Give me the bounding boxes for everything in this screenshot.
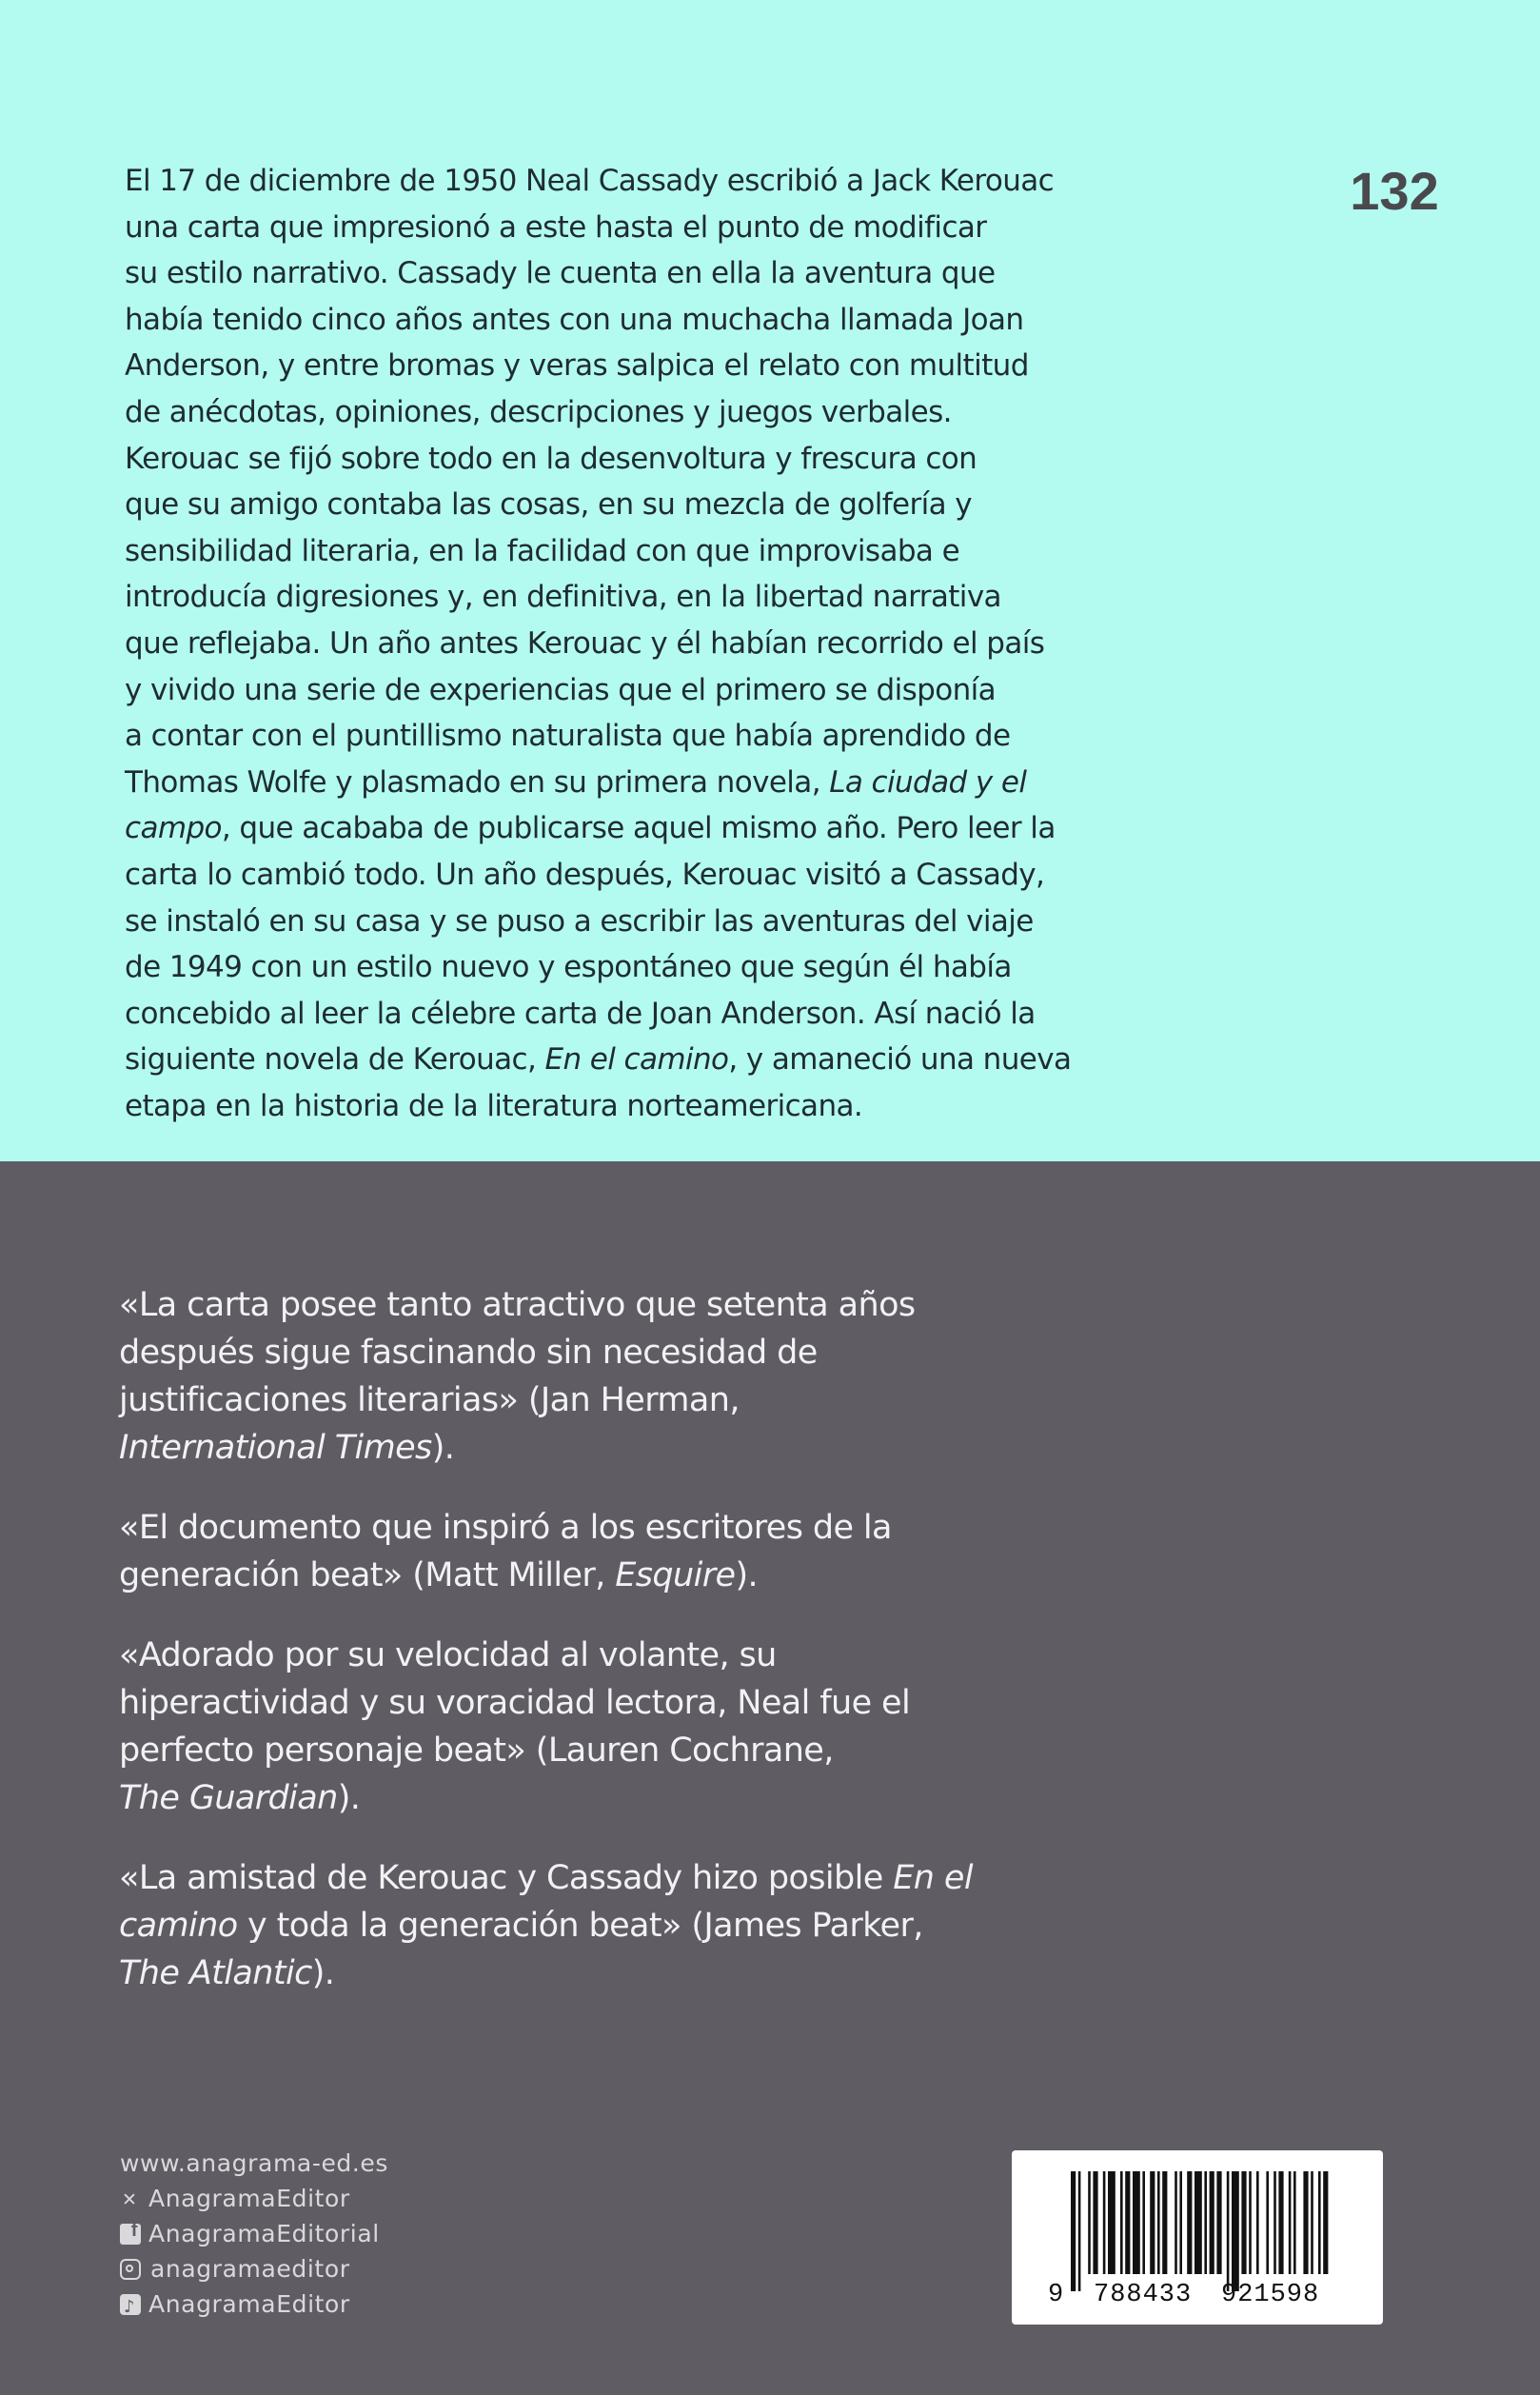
isbn-group-2: 921598 bbox=[1221, 2281, 1320, 2309]
text-line bbox=[125, 805, 1153, 852]
text-run: que reflejaba. Un año antes Kerouac y él habían recorrido el país bbox=[125, 625, 1045, 661]
barcode-bar bbox=[1303, 2171, 1308, 2274]
italic-title: La ciudad y el bbox=[829, 764, 1027, 800]
barcode-bar bbox=[1175, 2171, 1177, 2274]
italic-title: En el camino bbox=[544, 1042, 729, 1078]
text-line bbox=[125, 944, 1153, 991]
barcode-bar bbox=[1249, 2171, 1252, 2274]
barcode-bar bbox=[1103, 2171, 1106, 2274]
text-line bbox=[119, 1552, 1147, 1599]
italic-title: International Times bbox=[119, 1429, 432, 1467]
text-run: ). bbox=[735, 1556, 759, 1594]
text-run: perfecto personaje beat» (Lauren Cochrane, bbox=[119, 1732, 834, 1770]
barcode-bar bbox=[1150, 2171, 1155, 2274]
text-run: generación beat» (Matt Miller, bbox=[119, 1556, 616, 1594]
x-account[interactable] bbox=[120, 2181, 388, 2216]
text-run: «Adorado por su velocidad al volante, su bbox=[119, 1636, 777, 1674]
barcode-bar bbox=[1093, 2171, 1097, 2274]
press-quote bbox=[119, 1504, 1147, 1599]
isbn-group-1: 788433 bbox=[1094, 2281, 1193, 2309]
barcode-bar bbox=[1120, 2171, 1123, 2274]
text-run: a contar con el puntillismo naturalista que había aprendido de bbox=[125, 719, 1011, 754]
text-line bbox=[125, 250, 1153, 297]
text-line bbox=[125, 667, 1153, 714]
isbn-first-digit: 9 bbox=[1048, 2281, 1064, 2309]
press-quote bbox=[119, 1632, 1147, 1822]
facebook-account[interactable] bbox=[120, 2216, 388, 2251]
series-number: 132 bbox=[1350, 161, 1439, 221]
barcode-bar bbox=[1078, 2171, 1081, 2291]
text-run: El 17 de diciembre de 1950 Neal Cassady escribió a Jack Kerouac bbox=[125, 164, 1055, 198]
text-line bbox=[119, 1950, 1147, 1997]
isbn-barcode bbox=[1012, 2150, 1383, 2325]
instagram-account[interactable] bbox=[120, 2251, 388, 2286]
italic-title: camino bbox=[119, 1907, 238, 1945]
publisher-contacts bbox=[120, 2146, 388, 2322]
tiktok-account[interactable] bbox=[120, 2286, 388, 2322]
text-line bbox=[125, 1083, 1153, 1130]
barcode-bar bbox=[1289, 2171, 1292, 2274]
barcode-bar bbox=[1232, 2171, 1239, 2291]
facebook-icon bbox=[120, 2224, 141, 2245]
text-run: había tenido cinco años antes con una muchacha llamada Joan bbox=[125, 302, 1024, 337]
text-run: Thomas Wolfe y plasmado en su primera novela, bbox=[125, 764, 830, 800]
text-run: , que acababa de publicarse aquel mismo año. Pero leer la bbox=[221, 811, 1056, 846]
text-run: , y amaneció una nueva bbox=[728, 1042, 1072, 1078]
x-handle[interactable]: AnagramaEditor bbox=[148, 2185, 350, 2212]
text-line bbox=[125, 528, 1153, 575]
barcode-bar bbox=[1318, 2171, 1321, 2274]
website-text[interactable]: www.anagrama-ed.es bbox=[120, 2149, 389, 2177]
barcode-bar bbox=[1241, 2171, 1246, 2274]
text-line bbox=[125, 436, 1153, 483]
text-run: etapa en la historia de la literatura norteamericana. bbox=[125, 1088, 863, 1123]
barcode-bar bbox=[1142, 2171, 1145, 2274]
press-quote bbox=[119, 1854, 1147, 1997]
text-run: siguiente novela de Kerouac, bbox=[125, 1042, 545, 1078]
barcode-graphic bbox=[1012, 2150, 1383, 2325]
text-line bbox=[125, 621, 1153, 667]
barcode-bar bbox=[1162, 2171, 1167, 2274]
italic-title: The Guardian bbox=[119, 1779, 338, 1817]
barcode-bar bbox=[1216, 2171, 1221, 2274]
text-line bbox=[125, 760, 1153, 806]
italic-title: Esquire bbox=[615, 1556, 736, 1594]
barcode-bar bbox=[1256, 2171, 1259, 2274]
text-run: su estilo narrativo. Cassady le cuenta en ella la aventura que bbox=[125, 256, 996, 291]
barcode-bar bbox=[1108, 2171, 1116, 2274]
text-line bbox=[119, 1424, 1147, 1472]
barcode-bar bbox=[1323, 2171, 1328, 2274]
text-run: ). bbox=[337, 1779, 361, 1817]
text-run: Anderson, y entre bromas y veras salpica el relato con multitud bbox=[125, 348, 1029, 384]
text-run: una carta que impresionó a este hasta el punto de modificar bbox=[125, 209, 987, 245]
barcode-bar bbox=[1204, 2171, 1207, 2274]
barcode-bar bbox=[1179, 2171, 1182, 2274]
text-line bbox=[119, 1854, 1147, 1902]
text-line bbox=[125, 389, 1153, 436]
italic-title: The Atlantic bbox=[119, 1954, 312, 1992]
text-line bbox=[125, 852, 1153, 899]
barcode-bar bbox=[1227, 2171, 1230, 2291]
barcode-bar bbox=[1278, 2171, 1283, 2274]
text-line bbox=[125, 574, 1153, 621]
text-line bbox=[125, 158, 1153, 205]
barcode-bar bbox=[1157, 2171, 1160, 2274]
text-line bbox=[119, 1329, 1147, 1376]
text-run: sensibilidad literaria, en la facilidad con que improvisaba e bbox=[125, 533, 960, 568]
text-line bbox=[119, 1632, 1147, 1679]
website-link[interactable] bbox=[120, 2146, 388, 2181]
italic-title: En el bbox=[893, 1859, 973, 1897]
barcode-bar bbox=[1266, 2171, 1269, 2274]
text-line bbox=[125, 482, 1153, 528]
text-run: Kerouac se fijó sobre todo en la desenvoltura y frescura con bbox=[125, 441, 977, 476]
text-line bbox=[119, 1902, 1147, 1950]
text-line bbox=[119, 1376, 1147, 1424]
text-run: «La carta posee tanto atractivo que setenta años bbox=[119, 1286, 916, 1324]
text-line bbox=[119, 1727, 1147, 1774]
text-run: hiperactividad y su voracidad lectora, Neal fue el bbox=[119, 1684, 911, 1722]
italic-title: campo bbox=[125, 811, 222, 846]
text-line bbox=[125, 297, 1153, 344]
text-line bbox=[119, 1281, 1147, 1329]
text-line bbox=[125, 991, 1153, 1038]
barcode-bars bbox=[1071, 2171, 1328, 2291]
text-line bbox=[125, 713, 1153, 760]
text-run: introducía digresiones y, en definitiva, en la libertad narrativa bbox=[125, 580, 1001, 615]
text-run: «La amistad de Kerouac y Cassady hizo posible bbox=[119, 1859, 894, 1897]
barcode-bar bbox=[1293, 2171, 1296, 2274]
instagram-handle[interactable]: anagramaeditor bbox=[150, 2255, 350, 2283]
text-run: se instaló en su casa y se puso a escribir las aventuras del viaje bbox=[125, 903, 1034, 939]
press-quote bbox=[119, 1281, 1147, 1472]
text-run: de 1949 con un estilo nuevo y espontáneo que según él había bbox=[125, 950, 1012, 985]
text-run: ). bbox=[311, 1954, 335, 1992]
text-line bbox=[125, 1037, 1153, 1083]
text-line bbox=[125, 205, 1153, 251]
barcode-bar bbox=[1071, 2171, 1076, 2291]
instagram-icon bbox=[120, 2259, 141, 2280]
x-icon bbox=[120, 2188, 141, 2209]
text-line bbox=[125, 343, 1153, 389]
text-run: carta lo cambió todo. Un año después, Kerouac visitó a Cassady, bbox=[125, 857, 1045, 892]
press-quotes bbox=[119, 1281, 1147, 2029]
barcode-bar bbox=[1194, 2171, 1202, 2274]
text-run: que su amigo contaba las cosas, en su mezcla de golfería y bbox=[125, 487, 973, 523]
text-line bbox=[119, 1504, 1147, 1552]
synopsis-text bbox=[125, 158, 1153, 1129]
barcode-bar bbox=[1133, 2171, 1140, 2274]
facebook-handle[interactable]: AnagramaEditorial bbox=[148, 2220, 380, 2247]
barcode-bar bbox=[1088, 2171, 1091, 2274]
barcode-bar bbox=[1125, 2171, 1130, 2274]
barcode-bar bbox=[1273, 2171, 1276, 2274]
text-run: ). bbox=[431, 1429, 455, 1467]
barcode-bar bbox=[1311, 2171, 1313, 2274]
text-run: «El documento que inspiró a los escritores de la bbox=[119, 1509, 892, 1547]
text-run: concebido al leer la célebre carta de Joan Anderson. Así nació la bbox=[125, 996, 1036, 1031]
tiktok-icon bbox=[120, 2294, 141, 2315]
barcode-bar bbox=[1187, 2171, 1192, 2274]
text-line bbox=[125, 899, 1153, 945]
barcode-bar bbox=[1210, 2171, 1214, 2274]
text-run: y vivido una serie de experiencias que el primero se disponía bbox=[125, 672, 997, 707]
text-line bbox=[119, 1774, 1147, 1822]
tiktok-handle[interactable]: AnagramaEditor bbox=[148, 2290, 350, 2318]
text-line bbox=[119, 1679, 1147, 1727]
text-run: después sigue fascinando sin necesidad de bbox=[119, 1334, 818, 1372]
text-run: justificaciones literarias» (Jan Herman, bbox=[119, 1381, 740, 1419]
text-run: y toda la generación beat» (James Parker, bbox=[237, 1907, 923, 1945]
text-run: de anécdotas, opiniones, descripciones y juegos verbales. bbox=[125, 394, 952, 429]
